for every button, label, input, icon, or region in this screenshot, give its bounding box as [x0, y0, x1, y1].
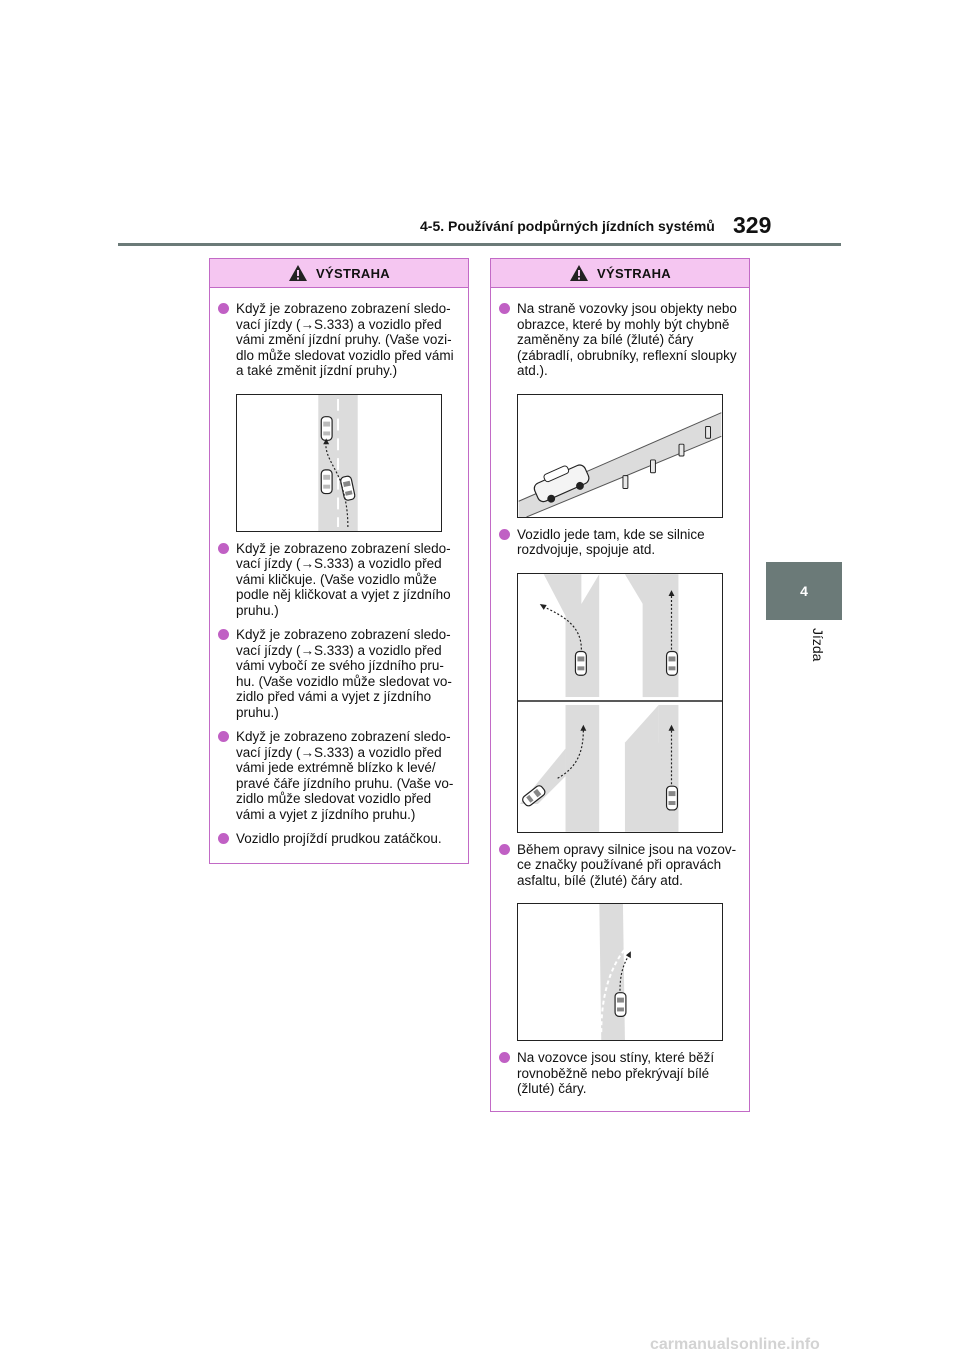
header-divider [118, 243, 841, 246]
watermark: carmanualsonline.info [650, 1336, 820, 1353]
list-item: Když je zobrazeno zobrazení sledo-vací jízdy (→S.333) a vozidlo před vámi změní jízdní pruhy. (Vaše vozi-dlo může sledovat vozidlo před vámi a také změnit jízdní pruhy.) [218, 301, 456, 379]
warning-triangle-icon [569, 264, 589, 282]
list-item: Když je zobrazeno zobrazení sledo-vací jízdy (→S.333) a vozidlo před vámi vybočí ze svého jízdního pru-hu. (Vaše vozidlo může sledovat vo-zidlo před vámi a vyjet z jízdního pruhu.) [218, 627, 456, 720]
bullet-icon [499, 529, 510, 540]
chapter-label: Jízda [810, 628, 826, 662]
warning-triangle-icon [288, 264, 308, 282]
figure-roadside-objects [517, 394, 723, 518]
bullet-icon [218, 629, 229, 640]
warning-title: VÝSTRAHA [597, 265, 671, 281]
list-item: Když je zobrazeno zobrazení sledo-vací jízdy (→S.333) a vozidlo před vámi jede extrémně blízko k levé/ pravé čáře jízdního pruhu. (Vaše vo-zidlo může sledovat vozidlo před vámi a vyjet z jízdního pruhu.) [218, 729, 456, 822]
list-item: Na vozovce jsou stíny, které běží rovnoběžně nebo překrývají bílé (žluté) čáry. [499, 1050, 737, 1097]
list-item: Během opravy silnice jsou na vozov-ce značky používané při opravách asfaltu, bílé (žluté) čáry atd. [499, 842, 737, 889]
figure-road-split-merge [517, 573, 723, 833]
bullet-icon [218, 833, 229, 844]
bullet-icon [218, 303, 229, 314]
bullet-icon [499, 303, 510, 314]
warning-title: VÝSTRAHA [316, 265, 390, 281]
bullet-icon [218, 543, 229, 554]
list-item: Když je zobrazeno zobrazení sledo-vací jízdy (→S.333) a vozidlo před vámi kličkuje. (Vaše vozidlo může podle něj kličkovat a vyjet z jízdního pruhu.) [218, 541, 456, 619]
warning-box-left [209, 258, 469, 864]
bullet-icon [218, 731, 229, 742]
figure-road-repair-marks [517, 903, 723, 1041]
warning-header [491, 259, 749, 288]
chapter-number: 4 [800, 583, 808, 599]
section-title: 4-5. Používání podpůrných jízdních systémů [420, 218, 715, 234]
bullet-icon [499, 1052, 510, 1063]
warning-box-right [490, 258, 750, 1112]
bullet-icon [499, 844, 510, 855]
list-item: Vozidlo projíždí prudkou zatáčkou. [218, 831, 456, 847]
list-item: Na straně vozovky jsou objekty nebo obrazce, které by mohly být chybně zaměněny za bílé (žluté) čáry (zábradlí, obrubníky, reflexní sloupky atd.). [499, 301, 737, 379]
warning-header [210, 259, 468, 288]
figure-lane-change [236, 394, 442, 532]
chapter-tab [766, 562, 842, 620]
page-number: 329 [733, 212, 772, 238]
list-item: Vozidlo jede tam, kde se silnice rozdvojuje, spojuje atd. [499, 527, 737, 558]
